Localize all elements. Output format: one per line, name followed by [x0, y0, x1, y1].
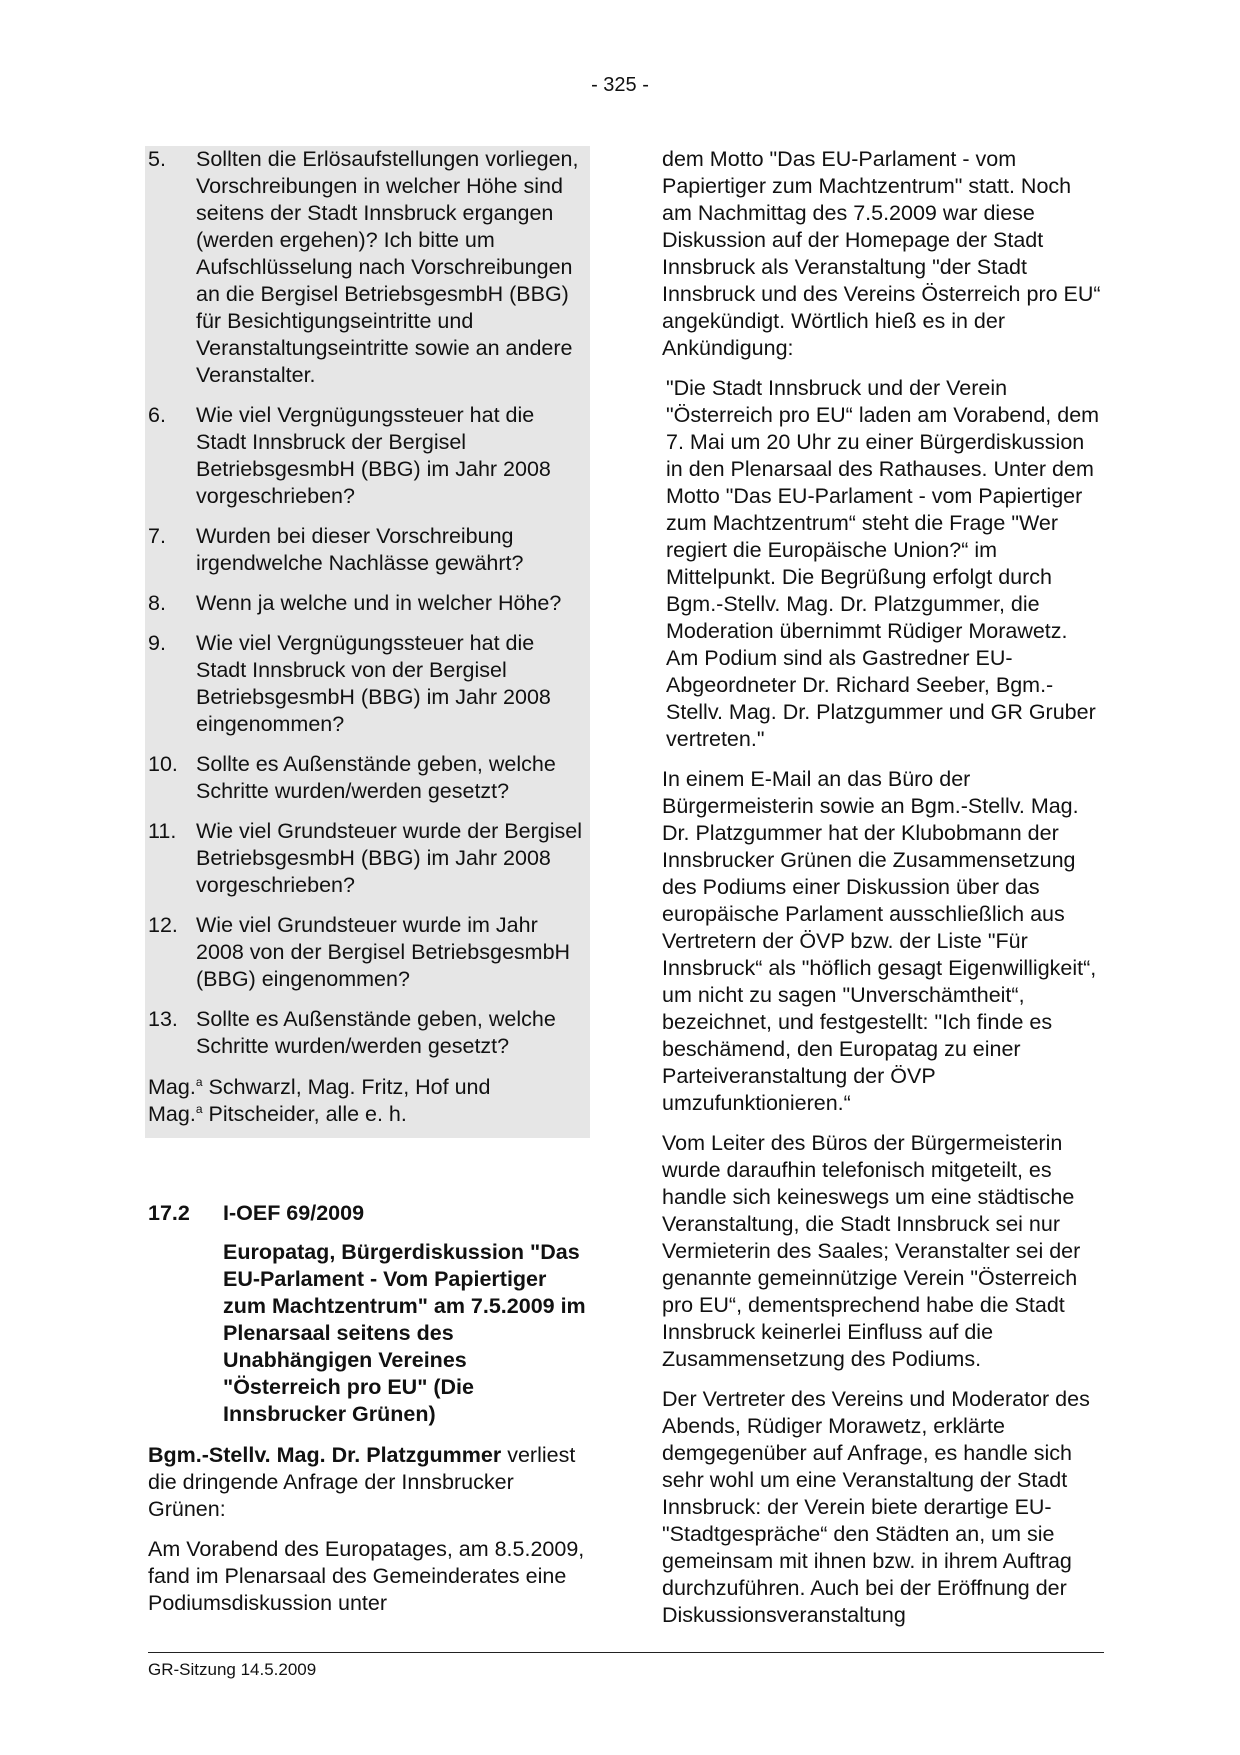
footer-divider: [148, 1652, 1104, 1653]
item-number: 12.: [148, 913, 178, 937]
page-number: - 325 -: [591, 74, 649, 96]
question-list: [148, 146, 586, 1060]
item-text: Wie viel Grundsteuer wurde der Bergisel BetriebsgesmbH (BBG) im Jahr 2008 vorgeschrieben?: [196, 819, 582, 897]
question-box: [145, 146, 590, 1138]
signature: [148, 1074, 586, 1128]
section-number: 17.2: [148, 1201, 190, 1225]
intro-paragraph: Am Vorabend des Europatages, am 8.5.2009, fand im Plenarsaal des Gemeinderates eine Podiumsdiskussion unter: [148, 1537, 585, 1615]
item-number: 10.: [148, 752, 178, 776]
item-text: Sollte es Außenstände geben, welche Schritte wurden/werden gesetzt?: [196, 1007, 556, 1058]
list-item: [148, 146, 586, 389]
speaker-paragraph: [148, 1442, 590, 1523]
signature-sup: a: [195, 1101, 203, 1116]
signature-mag: Mag.: [148, 1102, 196, 1126]
signature-names: Pitscheider, alle e. h.: [202, 1102, 407, 1126]
item-text: Wenn ja welche und in welcher Höhe?: [196, 591, 562, 615]
list-item: [148, 818, 586, 899]
item-text: Wie viel Vergnügungssteuer hat die Stadt Innsbruck von der Bergisel BetriebsgesmbH (BBG) im Jahr 2008 eingenommen?: [196, 631, 551, 736]
paragraph: Der Vertreter des Vereins und Moderator des Abends, Rüdiger Morawetz, erklärte demgegenüber auf Anfrage, es handle sich sehr wohl um eine Veranstaltung der Stadt Innsbruck: der Verein biete derartige EU-"Stadtgespräche“ den Städten an, um sie gemeinsam mit ihnen bzw. in ihrem Auftrag durchzuführen. Auch bei der Eröffnung der Diskussionsveranstaltung: [662, 1387, 1090, 1627]
speaker-name: Bgm.-Stellv. Mag. Dr. Platzgummer: [148, 1443, 502, 1467]
section-heading: [148, 1200, 590, 1227]
section-code: I-OEF 69/2009: [223, 1201, 365, 1225]
item-text: Wie viel Grundsteuer wurde im Jahr 2008 von der Bergisel BetriebsgesmbH (BBG) eingenommen?: [196, 913, 571, 991]
item-number: 5.: [148, 147, 166, 171]
item-text: Sollten die Erlösaufstellungen vorliegen, Vorschreibungen in welcher Höhe sind seitens der Stadt Innsbruck ergangen (werden ergehen)? Ich bitte um Aufschlüsselung nach Vorschreibungen an die Bergisel BetriebsgesmbH (BBG) für Besichtigungseintritte und Veranstaltungseintritte sowie an andere Veranstalter.: [196, 147, 579, 387]
footer-text: GR-Sitzung 14.5.2009: [148, 1660, 317, 1679]
paragraph: Vom Leiter des Büros der Bürgermeisterin wurde daraufhin telefonisch mitgeteilt, es handle sich keineswegs um eine städtische Veranstaltung, die Stadt Innsbruck sei nur Vermieterin des Saales; Veranstalter sei der genannte gemeinnützige Verein "Österreich pro EU“, dementsprechend habe die Stadt Innsbruck keinerlei Einfluss auf die Zusammensetzung des Podiums.: [662, 1131, 1081, 1371]
paragraph: dem Motto "Das EU-Parlament - vom Papiertiger zum Machtzentrum" statt. Noch am Nachmittag des 7.5.2009 war diese Diskussion auf der Homepage der Stadt Innsbruck als Veranstaltung "der Stadt Innsbruck und des Vereins Österreich pro EU“ angekündigt. Wörtlich hieß es in der Ankündigung:: [662, 147, 1101, 360]
item-text: Wie viel Vergnügungssteuer hat die Stadt Innsbruck der Bergisel BetriebsgesmbH (BBG) im Jahr 2008 vorgeschrieben?: [196, 403, 551, 508]
signature-names: Schwarzl, Mag. Fritz, Hof und: [202, 1075, 491, 1099]
item-number: 8.: [148, 591, 166, 615]
item-text: Sollte es Außenstände geben, welche Schritte wurden/werden gesetzt?: [196, 752, 556, 803]
list-item: [148, 751, 586, 805]
item-number: 6.: [148, 403, 166, 427]
quote-paragraph: "Die Stadt Innsbruck und der Verein "Österreich pro EU“ laden am Vorabend, dem 7. Mai um 20 Uhr zu einer Bürgerdiskussion in den Plenarsaal des Rathauses. Unter dem Motto "Das EU-Parlament - vom Papiertiger zum Machtzentrum“ steht die Frage "Wer regiert die Europäische Union?“ im Mittelpunkt. Die Begrüßung erfolgt durch Bgm.-Stellv. Mag. Dr. Platzgummer, die Moderation übernimmt Rüdiger Morawetz. Am Podium sind als Gastredner EU-Abgeordneter Dr. Richard Seeber, Bgm.-Stellv. Mag. Dr. Platzgummer und GR Gruber vertreten.": [666, 376, 1100, 751]
list-item: [148, 590, 586, 617]
list-item: [148, 630, 586, 738]
item-number: 13.: [148, 1007, 178, 1031]
item-text: Wurden bei dieser Vorschreibung irgendwelche Nachlässe gewährt?: [196, 524, 524, 575]
agenda-section: [148, 1200, 590, 1617]
signature-mag: Mag.: [148, 1075, 196, 1099]
list-item: [148, 912, 586, 993]
speaker-text: verliest die dringende Anfrage der Innsbrucker Grünen:: [148, 1443, 576, 1521]
item-number: 11.: [148, 819, 177, 843]
item-number: 9.: [148, 631, 166, 655]
signature-sup: a: [195, 1074, 203, 1089]
list-item: [148, 402, 586, 510]
section-title: Europatag, Bürgerdiskussion "Das EU-Parlament - Vom Papiertiger zum Machtzentrum" am 7.5.2009 im Plenarsaal seitens des Unabhängigen Vereines "Österreich pro EU" (Die Innsbrucker Grünen): [223, 1240, 586, 1426]
right-column: [662, 146, 1102, 1642]
item-number: 7.: [148, 524, 166, 548]
left-column: [148, 146, 590, 1630]
list-item: [148, 523, 586, 577]
paragraph: In einem E-Mail an das Büro der Bürgermeisterin sowie an Bgm.-Stellv. Mag. Dr. Platzgummer hat der Klubobmann der Innsbrucker Grünen die Zusammensetzung des Podiums einer Diskussion über das europäische Parlament ausschließlich aus Vertretern der ÖVP bzw. der Liste "Für Innsbruck“ als "höflich gesagt Eigenwilligkeit“, um nicht zu sagen "Unverschämtheit“, bezeichnet, und festgestellt: "Ich finde es beschämend, den Europatag zu einer Parteiveranstaltung der ÖVP umzufunktionieren.“: [662, 767, 1097, 1115]
list-item: [148, 1006, 586, 1060]
